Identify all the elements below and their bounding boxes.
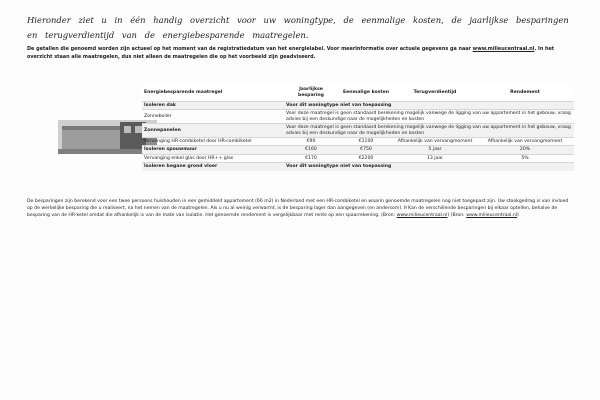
table-row <box>142 163 574 171</box>
saving-cell: €160 <box>284 146 338 154</box>
header-yield: Rendement <box>476 84 574 102</box>
note-cell: Voor deze maatregel is geen standaard berekening mogelijk vanwege de ligging van uw appartement in het gebouw, vraag advies bij een deskundige naar de mogelijkheden en kosten <box>284 124 574 138</box>
measure-cell: Vervanging enkel glas door HR++ glas <box>142 154 284 162</box>
note-cell: Voor dit woningtype niet van toepassing <box>284 163 574 171</box>
measure-cell: Isoleren spouwmuur <box>142 146 284 154</box>
yield-cell: Afhankelijk van vervangmoment <box>476 138 574 146</box>
table-row <box>142 110 574 124</box>
lead-tail: . In het overzicht staan alle maatregelen, dus niet alleen de maatregelen die op het voorbeeld zijn geadviseerd. <box>27 46 555 60</box>
footnote-link-1[interactable]: www.milieucentraal.nl <box>396 213 448 219</box>
payback-cell: Afhankelijk van vervangmoment <box>394 138 476 146</box>
header-cost: Eenmalige kosten <box>338 84 394 102</box>
note-cell: Voor dit woningtype niet van toepassing <box>284 102 574 110</box>
measure-cell: Zonnepanelen <box>142 124 284 138</box>
measure-cell: Vervanging HR-combiketel door HR-combiketel <box>142 138 284 146</box>
saving-cell: €90 <box>284 138 338 146</box>
saving-cell: €170 <box>284 154 338 162</box>
lead-text: De getallen die genoemd worden zijn actueel op het moment van de registratiedatum van het energielabel. Voor meerinformatie over actuele gegevens ga naar <box>27 46 471 52</box>
footnote-link-2[interactable]: www.milieucentraal.nl <box>466 213 518 219</box>
lead-paragraph <box>27 46 575 61</box>
footnote-text: De besparingen zijn berekend voor een twee persoons huishouden in een gemiddeld appartement (66 m2) in Nederland met een HR-combiketel en waarin genoemde maatregelen nog niet toegepast zijn. Uw stookgedrag is van invloed op de werkelijke besparing die u realiseert, na het nemen van de maatregelen. Als u nu al weinig verwarmt, is de besparing lager dan aangegeven (en andersom). Ił Kan de verschillende besparingen bij elkaar optellen, behalve de besparing van de HR-ketel omdat die afhankelijk is van de mate van isolatie. Het genoemde rendement is vergelijkbaar met rente op een spaarrekening. (Bron: <box>27 199 569 219</box>
yield-cell: 20% <box>476 146 574 154</box>
header-measure: Energiebesparende maatregel <box>142 84 284 102</box>
table-row <box>142 124 574 138</box>
header-saving: Jaarlijkse besparing <box>284 84 338 102</box>
footnote-paragraph <box>27 198 575 220</box>
cost-cell: €2200 <box>338 154 394 162</box>
footnote-middle: ) (Bron: <box>447 213 465 219</box>
table-header-row <box>142 84 574 102</box>
intro-paragraph: Hieronder ziet u in één handig overzicht voor uw woningtype, de eenmalige kosten, de jaarlijkse besparingen en terugverdientijd van de energiebesparende maatregelen. <box>27 15 569 40</box>
milieucentraal-link[interactable]: www.milieucentraal.nl <box>472 46 535 52</box>
table-row <box>142 146 574 154</box>
table-row <box>142 102 574 110</box>
measure-cell: Isoleren dak <box>142 102 284 110</box>
payback-cell: 13 jaar <box>394 154 476 162</box>
footnote-end: ) <box>517 213 519 219</box>
table-row <box>142 138 574 146</box>
payback-cell: 5 jaar <box>394 146 476 154</box>
measures-table <box>142 84 574 171</box>
header-payback: Terugverdientijd <box>394 84 476 102</box>
measure-cell: Zonneboiler <box>142 110 284 124</box>
cost-cell: €750 <box>338 146 394 154</box>
table-row <box>142 154 574 162</box>
cost-cell: €1100 <box>338 138 394 146</box>
note-cell: Voor deze maatregel is geen standaard berekening mogelijk vanwege de ligging van uw appartement in het gebouw, vraag advies bij een deskundige naar de mogelijkheden en kosten <box>284 110 574 124</box>
yield-cell: 5% <box>476 154 574 162</box>
measure-cell: Isoleren begane grond vloer <box>142 163 284 171</box>
